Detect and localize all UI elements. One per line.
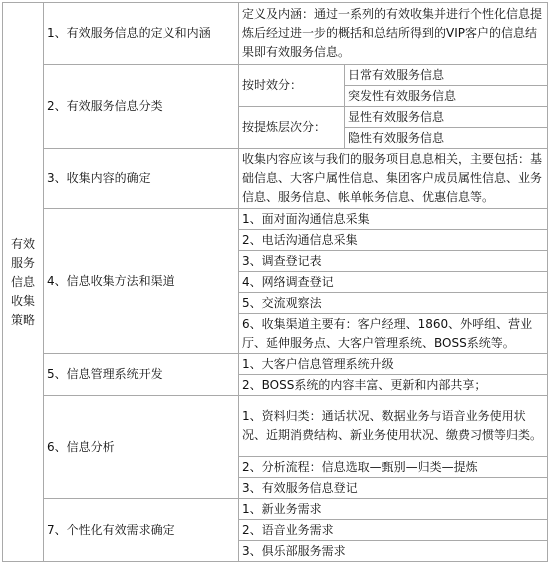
table-row: [3, 149, 548, 209]
section-title: 3、收集内容的确定: [44, 149, 239, 209]
table-row: [3, 209, 548, 230]
table-row: [3, 499, 548, 520]
section-title: 2、有效服务信息分类: [44, 65, 239, 149]
classification-item: 隐性有效服务信息: [345, 128, 548, 149]
list-item: 3、俱乐部服务需求: [239, 541, 548, 562]
classification-item: 日常有效服务信息: [345, 65, 548, 86]
list-item: 3、调查登记表: [239, 251, 548, 272]
list-item: 2、BOSS系统的内容丰富、更新和内部共享；: [239, 375, 548, 396]
side-title-cell: [3, 3, 44, 562]
list-item: 2、语音业务需求: [239, 520, 548, 541]
list-item: 1、新业务需求: [239, 499, 548, 520]
side-title: 有效服务信息收集策略: [10, 236, 35, 327]
table-row: [3, 3, 548, 65]
list-item: 5、交流观察法: [239, 293, 548, 314]
section-content: 收集内容应该与我们的服务项目息息相关，主要包括：基础信息、大客户属性信息、集团客户成员属性信息、业务信息、服务信息、帐单帐务信息、优惠信息等。: [239, 149, 548, 209]
list-item: 2、分析流程：信息选取—甄别—归类—提炼: [239, 457, 548, 478]
table-row: [3, 65, 548, 86]
table-row: [3, 396, 548, 457]
list-item: 6、收集渠道主要有：客户经理、1860、外呼组、营业厅、延伸服务点、大客户管理系统、BOSS系统等。: [239, 314, 548, 354]
section-title: 6、信息分析: [44, 396, 239, 499]
section-title: 4、信息收集方法和渠道: [44, 209, 239, 354]
classification-item: 突发性有效服务信息: [345, 86, 548, 107]
list-item: 1、资料归类：通话状况、数据业务与语音业务使用状况、近期消费结构、新业务使用状况、缴费习惯等归类。: [239, 396, 548, 457]
list-item: 1、大客户信息管理系统升级: [239, 354, 548, 375]
classification-item: 显性有效服务信息: [345, 107, 548, 128]
section-title: 1、有效服务信息的定义和内涵: [44, 3, 239, 65]
list-item: 4、网络调查登记: [239, 272, 548, 293]
list-item: 3、有效服务信息登记: [239, 478, 548, 499]
strategy-table: [2, 2, 548, 562]
list-item: 2、电话沟通信息采集: [239, 230, 548, 251]
section-title: 5、信息管理系统开发: [44, 354, 239, 396]
section-content: 定义及内涵：通过一系列的有效收集并进行个性化信息提炼后经过进一步的概括和总结所得到的VIP客户的信息结果即有效服务信息。: [239, 3, 548, 65]
classification-label: 按提炼层次分：: [239, 107, 345, 149]
list-item: 1、面对面沟通信息采集: [239, 209, 548, 230]
table-row: [3, 354, 548, 375]
section-title: 7、个性化有效需求确定: [44, 499, 239, 562]
classification-label: 按时效分：: [239, 65, 345, 107]
